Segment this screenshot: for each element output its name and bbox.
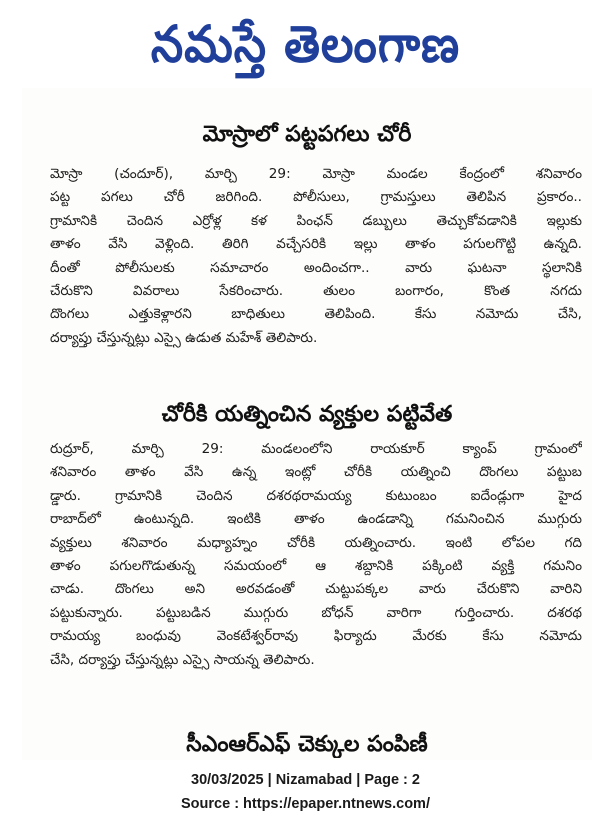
article-2-line: డ్డారు. గ్రామానికి చెందిన దశరథరామయ్య కుటుంబం ఐదేండ్లుగా హైద: [50, 487, 582, 504]
article-1-body: [50, 163, 582, 350]
article-2-line: చాడు. దొంగలు అని అరవడంతో చుట్టుపక్కల వారు చేరుకొని వారిని: [50, 581, 582, 598]
article-3-headline: సీఎంఆర్ఎఫ్ చెక్కుల పంపిణీ: [186, 732, 428, 757]
article-2-headline: చోరీకి యత్నించిన వ్యక్తుల పట్టివేత: [161, 402, 453, 427]
article-1-line: మోస్రా (చందూర్), మార్చి 29: మోస్రా మండల కేంద్రంలో శనివారం: [50, 166, 582, 182]
masthead: [0, 0, 611, 88]
article-2-line: శనివారం తాళం వేసి ఉన్న ఇంట్లో చోరీకి యత్నించి దొంగలు పట్టుబ: [50, 464, 582, 481]
article-1-line: దొంగలు ఎత్తుకెళ్లారని బాధితులు తెలిపింది. కేసు నమోదు చేసి,: [50, 306, 582, 323]
article-2-line: చేసి, దర్యాప్తు చేస్తున్నట్లు ఎస్సై సాయన్న తెలిపారు.: [50, 651, 315, 668]
article-2-line: రుద్రూర్, మార్చి 29: మండలంలోని రాయకూర్ క్యాంప్ గ్రామంలో: [50, 441, 582, 457]
article-2-line: రామయ్య బంధువు వెంకటేశ్వర్‌రావు ఫిర్యాదు మేరకు కేసు నమోదు: [50, 628, 582, 645]
article-1-line: చేరుకొని వివరాలు సేకరించారు. తులం బంగారం, కొంత నగదు: [50, 282, 582, 299]
article-1-line: తాళం వేసి వెళ్లింది. తిరిగి వచ్చేసరికి ఇల్లు తాళం పగులగొట్టి ఉన్నది.: [50, 236, 582, 253]
article-2-body: [50, 438, 582, 672]
article-2-line: వ్యక్తులు శనివారం మధ్యాహ్నం చోరీకి యత్నించారు. ఇంటి లోపల గది: [50, 534, 582, 551]
article-2-line: తాళం పగులగొడుతున్న సమయంలో ఆ శబ్దానికి పక్కింటి వ్యక్తి గమనిం: [50, 557, 582, 574]
article-2-line: రాబాద్‌లో ఉంటున్నది. ఇంటికి తాళం ఉండడాన్ని గమనించిన ముగ్గురు: [50, 511, 582, 528]
footer-source: Source : https://epaper.ntnews.com/: [181, 796, 430, 812]
article-1-line: గ్రామానికి చెందిన ఎర్రోళ్ల కళ పింఛన్ డబ్బులు తెచ్చుకోవడానికి ఇల్లుకు: [50, 212, 582, 229]
article-1-headline: మోస్రాలో పట్టపగలు చోరీ: [202, 122, 412, 147]
footer-dateline: 30/03/2025 | Nizamabad | Page : 2: [191, 772, 420, 788]
article-1-line: పట్ట పగలు చోరీ జరిగింది. పోలీసులు, గ్రామస్తులు తెలిపిన ప్రకారం..: [50, 189, 582, 206]
article-1-line: దర్యాప్తు చేస్తున్నట్లు ఎస్సై ఉడుత మహేశ్ తెలిపారు.: [50, 329, 318, 346]
article-2-line: పట్టుకున్నారు. పట్టుబడిన ముగ్గురు బోధన్ వారిగా గుర్తించారు. దశరథ: [50, 604, 582, 621]
masthead-logo: నమస్తే తెలంగాణ: [150, 14, 461, 74]
article-1-line: దీంతో పోలీసులకు సమాచారం అందించగా.. వారు ఘటనా స్థలానికి: [50, 259, 582, 276]
